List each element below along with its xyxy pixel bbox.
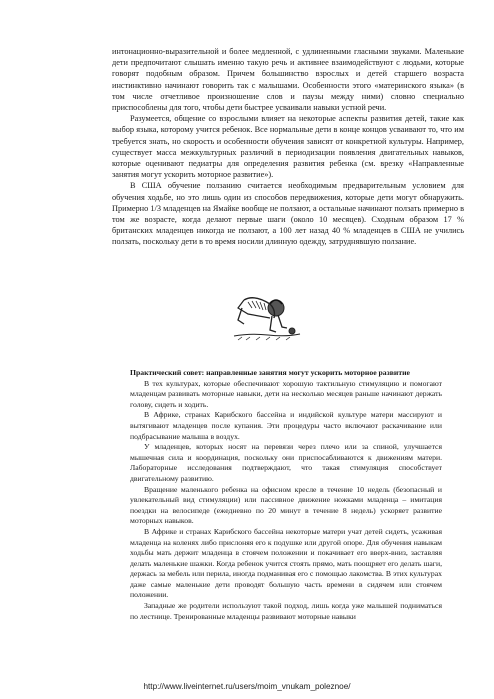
paragraph: В США обучение ползанию считается необходимым предварительным условием для обучения ходьбе, но это лишь один из способов передвижения, которые дети могут обнаружить. Примерно 1/3 младенцев на Ямайке вообще не ползают, а остальные начинают ползать примерно в том же возрасте, когда делают первые шаги (около 10 месяцев). Сходным образом 17 % британских младенцев никогда не ползают, а 100 лет назад 40 % младенцев в США не учились ползать, поскольку дети в то время носили длинную одежду, затруднявшую ползание. bbox=[112, 181, 464, 247]
paragraph: Разумеется, общение со взрослыми влияет на некоторые аспекты развития детей, такие как выбор языка, которому учится ребенок. Все нормальные дети в конце концов усваивают то, что им требуется знать, но скорость и особенности обучения зависят от конкретной культуры. Например, существует масса межкультурных различий в периодизации появления двигательных навыков, которые оценивают педиатры для определения развития ребенка (см. врезку «Направленные занятия могут ускорить моторное развитие»). bbox=[112, 114, 464, 180]
source-url[interactable]: http://www.liveinternet.ru/users/moim_vnukam_poleznoe/ bbox=[143, 682, 351, 691]
baby-crawling-icon bbox=[232, 290, 302, 352]
paragraph: интонационно-выразительной и более медленной, с удлиненными гласными звуками. Маленькие дети предпочитают слышать именно такую речь и активнее взаимодействуют с людьми, которые говорят подобным образом. Причем большинство взрослых и детей старшего возраста инстинктивно начинают говорить так с малышами. Особенности этого «материнского языка» (в том числе отчетливое произношение слов и паузы между ними) словно специально приспособлены для того, чтобы дети быстрее усваивали навыки устной речи. bbox=[112, 47, 464, 113]
box-paragraph: В тех культурах, которые обеспечивают хорошую тактильную стимуляцию и помогают младенцам развивать моторные навыки, дети на несколько месяцев раньше начинают держать голову, сидеть и ходить. bbox=[130, 378, 442, 409]
box-paragraph: В Африке и странах Карибского бассейна некоторые матери учат детей сидеть, усаживая младенца на коленях либо прислоняя его к подушке или другой опоре. Для обучения навыкам ходьбы мать держит младенца в стоячем положении и покачивает его вверх-вниз, заставляя делать маленькие шажки. Когда ребенок учится стоять прямо, мать поощряет его делать шаги, держась за мебель или перила, иногда подманивая его с помощью лакомства. В этих культурах даже самые маленькие дети проводят большую часть времени в сидячем или стоячем положении. bbox=[130, 526, 442, 600]
practical-advice-box bbox=[130, 368, 442, 622]
box-paragraph: У младенцев, которых носят на перевязи через плечо или за спиной, улучшается мышечная сила и координация, поскольку они приспосабливаются к движениям матери. Лабораторные исследования подтверждают, что такая стимуляция способствует двигательному развитию. bbox=[130, 442, 442, 483]
box-paragraph: Западные же родители используют такой подход, лишь когда уже малышей подниматься по лестнице. Тренированные младенцы развивают моторные навыки bbox=[130, 601, 442, 621]
box-title: Практический совет: направленные занятия могут ускорить моторное развитие bbox=[130, 368, 410, 377]
main-text bbox=[112, 46, 464, 248]
box-paragraph: Вращение маленького ребенка на офисном кресле в течение 10 недель (безопасный и увлекательный вид стимуляции) или пассивное движение ножками младенца – имитация поездки на велосипеде (ежедневно по 20 минут в течение 8 недель) ускоряет развитие моторных навыков. bbox=[130, 484, 442, 526]
box-paragraph: В Африке, странах Карибского бассейна и индийской культуре матери массируют и вытягивают младенцев после купания. Эти процедуры часто включают раскачивание или подбрасывание малыша в воздух. bbox=[130, 410, 442, 441]
